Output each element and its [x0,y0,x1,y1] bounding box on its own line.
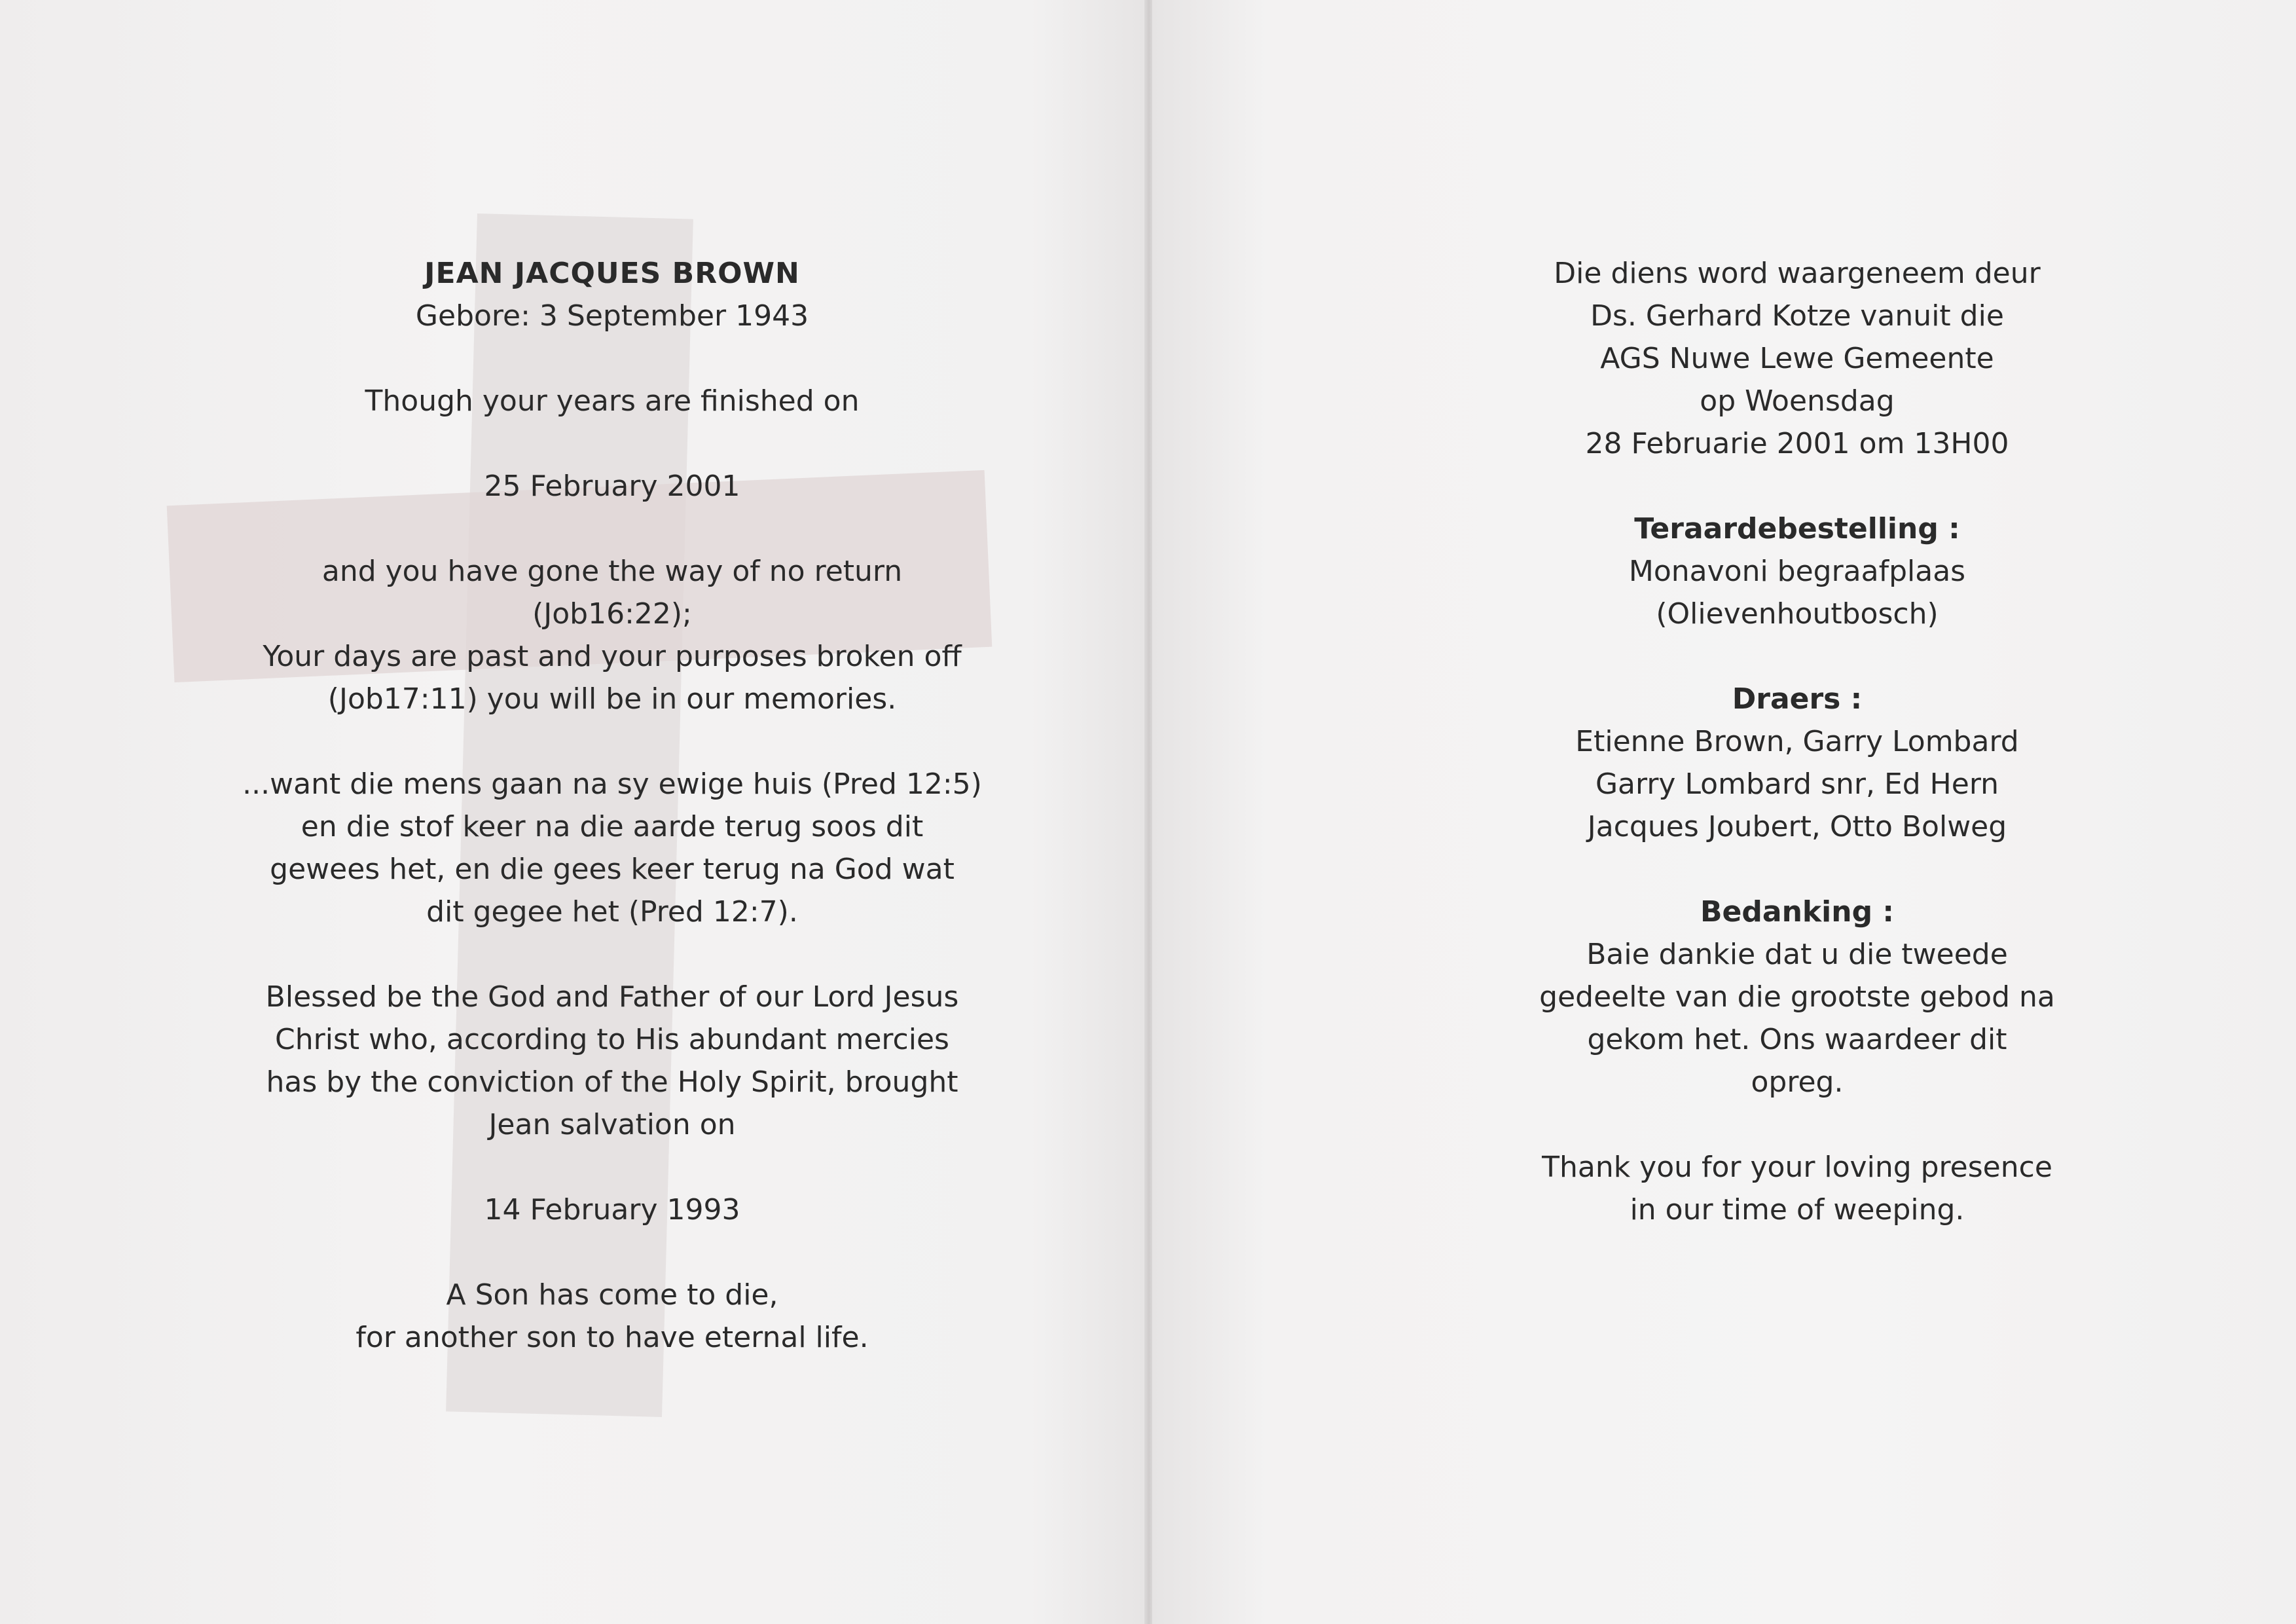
pallbearers-line: Jacques Joubert, Otto Bolweg [1587,810,2007,843]
birth-date: Gebore: 3 September 1943 [415,299,809,333]
afrikaans-verse-line: dit gegee het (Pred 12:7). [426,895,798,929]
thanks-line: gekom het. Ons waardeer dit [1587,1023,2007,1056]
service-line: Ds. Gerhard Kotze vanuit die [1590,299,2004,333]
afrikaans-verse-line: gewees het, en die gees keer terug na God wat [270,853,955,886]
verse-intro: Though your years are finished on [365,384,860,418]
service-line: 28 Februarie 2001 om 13H00 [1585,427,2009,460]
blessing-line: has by the conviction of the Holy Spirit, brought [266,1065,958,1099]
service-line: op Woensdag [1700,384,1895,418]
closing-line: Thank you for your loving presence [1542,1151,2052,1184]
verse-line: (Job17:11) you will be in our memories. [327,682,897,716]
verse-line: and you have gone the way of no return [321,555,903,588]
service-line: Die diens word waargeneem deur [1554,257,2041,290]
burial-line: (Olievenhoutbosch) [1656,597,1939,631]
left-text-column [210,252,1015,1359]
closing-line: for another son to have eternal life. [355,1321,869,1354]
burial-heading: Teraardebestelling : [1634,512,1960,545]
date-of-death: 25 February 2001 [484,470,740,503]
burial-line: Monavoni begraafplaas [1628,555,1966,588]
thanks-heading: Bedanking : [1700,895,1894,929]
afrikaans-verse-line: ...want die mens gaan na sy ewige huis (Pred 12:5) [242,767,982,801]
blessing-line: Christ who, according to His abundant mercies [275,1023,949,1056]
thanks-line: opreg. [1751,1065,1844,1099]
thanks-line: gedeelte van die grootste gebod na [1539,980,2055,1014]
closing-line: in our time of weeping. [1630,1193,1965,1227]
pallbearers-line: Garry Lombard snr, Ed Hern [1595,767,1999,801]
thanks-line: Baie dankie dat u die tweede [1586,938,2008,971]
deceased-name: JEAN JACQUES BROWN [424,257,800,290]
afrikaans-verse-line: en die stof keer na die aarde terug soos dit [301,810,924,843]
blessing-line: Blessed be the God and Father of our Lord Jesus [265,980,959,1014]
verse-line: Your days are past and your purposes broken off [263,640,962,673]
salvation-date: 14 February 1993 [484,1193,740,1227]
verse-line: (Job16:22); [532,597,692,631]
blessing-line: Jean salvation on [488,1108,736,1141]
pallbearers-line: Etienne Brown, Garry Lombard [1575,725,2019,758]
closing-line: A Son has come to die, [446,1278,778,1312]
faint-handwriting-bleed: ​ [2066,164,2072,217]
pallbearers-heading: Draers : [1732,682,1863,716]
service-line: AGS Nuwe Lewe Gemeente [1600,342,1994,375]
right-text-column [1421,252,2174,1231]
